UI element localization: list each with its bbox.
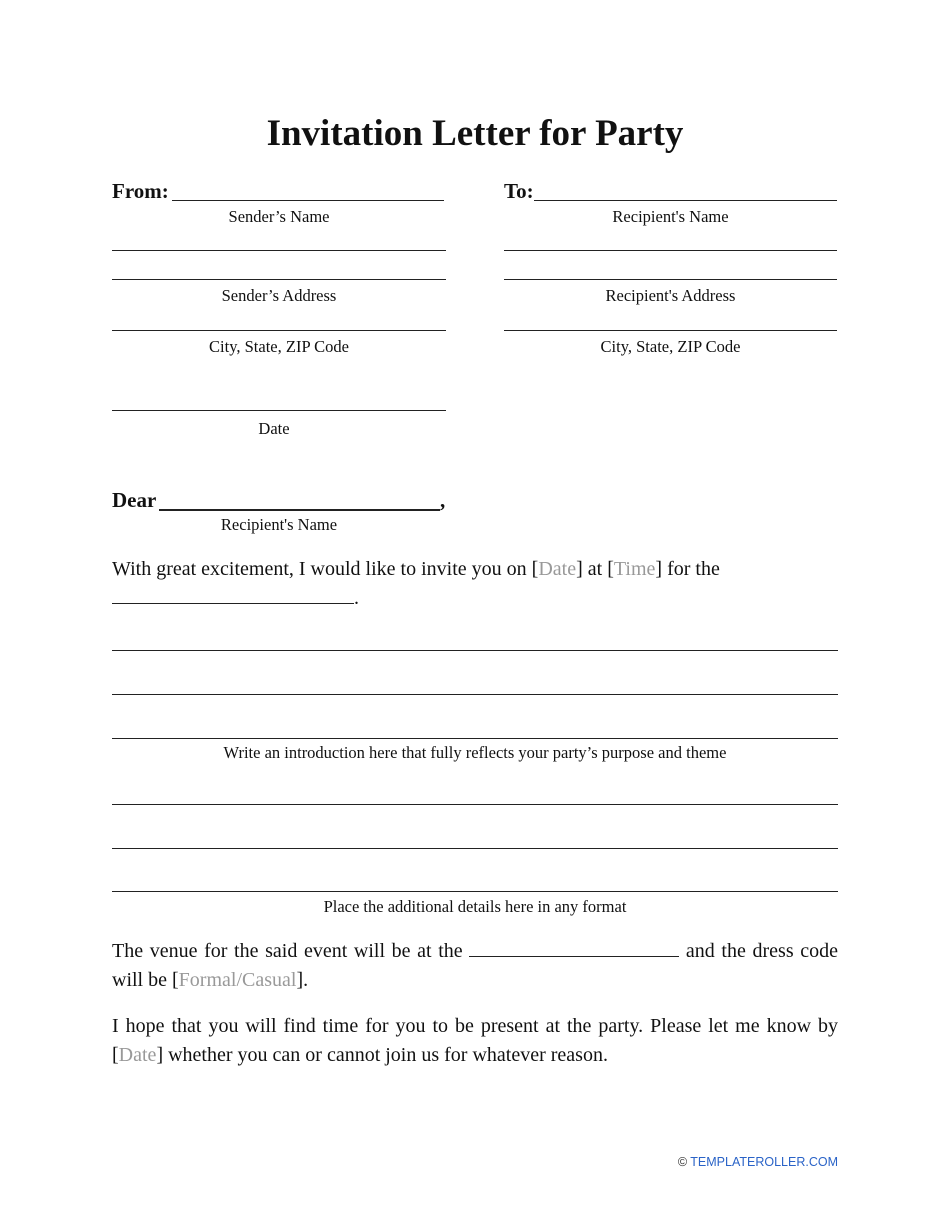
details-line-3[interactable] (112, 891, 838, 892)
recipient-city-line[interactable] (504, 330, 837, 331)
details-line-1[interactable] (112, 804, 838, 805)
to-label: To: (504, 179, 534, 203)
sender-address-line-2[interactable] (112, 279, 446, 280)
sender-city-line[interactable] (112, 330, 446, 331)
recipient-address-line-1[interactable] (504, 250, 837, 251)
date-line[interactable] (112, 410, 446, 411)
sender-name-line[interactable] (172, 200, 444, 201)
intro-line-1[interactable] (112, 650, 838, 651)
invitation-paragraph: With great excitement, I would like to invite you on [Date] at [Time] for the . (112, 558, 720, 609)
intro-line-2[interactable] (112, 694, 838, 695)
recipient-address-caption: Recipient's Address (605, 286, 736, 305)
intro-line-3[interactable] (112, 738, 838, 739)
recipient-name-line[interactable] (534, 200, 837, 201)
greeting-comma: , (440, 488, 446, 512)
occasion-blank[interactable] (112, 585, 354, 604)
copyright-symbol: © (677, 1155, 688, 1169)
date-placeholder[interactable]: Date (538, 558, 577, 580)
details-line-2[interactable] (112, 848, 838, 849)
sender-city-caption: City, State, ZIP Code (209, 337, 349, 356)
sender-address-caption: Sender’s Address (221, 286, 337, 305)
rsvp-paragraph: I hope that you will find time for you to be present at the party. Please let me know by [Date] whether you can or cannot join us for whatever reason. (112, 1015, 838, 1066)
dress-code-placeholder[interactable]: Formal/Casual (178, 969, 297, 991)
sender-address-line-1[interactable] (112, 250, 446, 251)
venue-paragraph: The venue for the said event will be at the and the dress code will be [Formal/Casual]. (112, 940, 838, 991)
recipient-name-caption: Recipient's Name (612, 207, 729, 226)
time-placeholder[interactable]: Time (613, 558, 656, 580)
brand-link[interactable]: TEMPLATEROLLER.COM (690, 1155, 838, 1169)
date-caption: Date (258, 419, 290, 438)
greeting-caption: Recipient's Name (220, 515, 338, 534)
rsvp-date-placeholder[interactable]: Date (118, 1044, 157, 1066)
page-title: Invitation Letter for Party (266, 113, 684, 154)
from-label: From: (112, 179, 169, 203)
footer-brand (678, 1155, 838, 1169)
greeting-name-line[interactable] (159, 509, 440, 511)
recipient-address-line-2[interactable] (504, 279, 837, 280)
recipient-city-caption: City, State, ZIP Code (600, 337, 741, 356)
sender-name-caption: Sender’s Name (228, 207, 330, 226)
dear-label: Dear (112, 488, 157, 512)
intro-caption: Write an introduction here that fully reflects your party’s purpose and theme (223, 743, 727, 762)
venue-blank[interactable] (469, 938, 679, 957)
details-caption: Place the additional details here in any format (323, 897, 627, 916)
